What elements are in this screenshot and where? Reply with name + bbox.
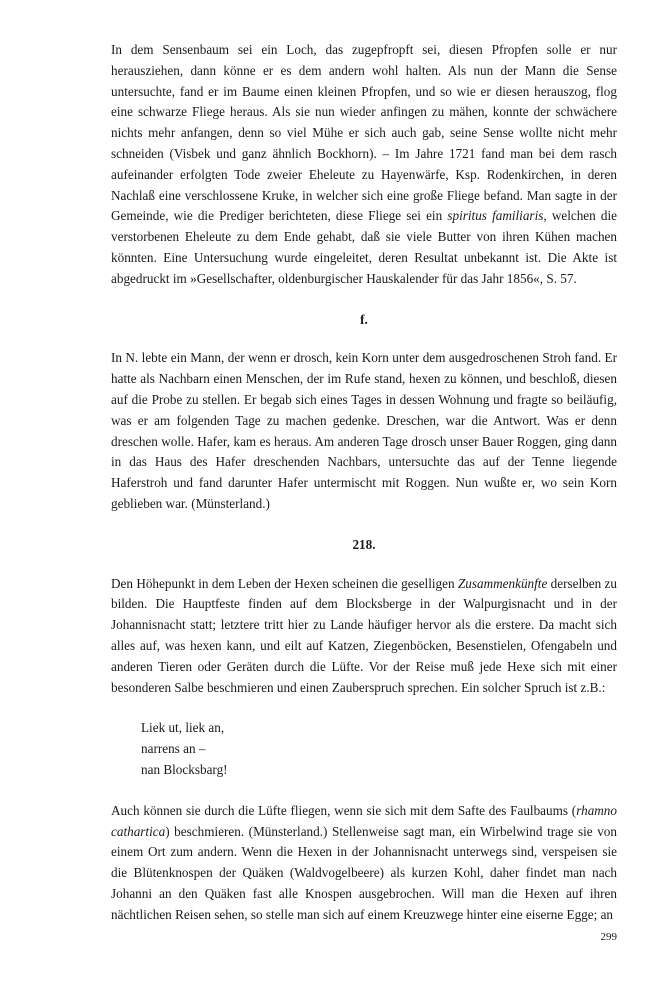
verse-line: Liek ut, liek an, (141, 720, 225, 736)
paragraph-sensenbaum (111, 40, 617, 290)
page-number: 299 (600, 931, 617, 943)
paragraph-faulbaum (111, 801, 617, 926)
verse-block (141, 718, 617, 780)
paragraph-zusammenkuenfte (111, 574, 617, 699)
italic-term-rhamno-cathartica: rhamno cathartica (111, 802, 617, 839)
paragraph-text: derselben zu bilden. Die Hauptfeste finden auf dem Blocksberge in der Walpurgisnacht und in der Johannisnacht statt; letztere tritt hier zu Lande häufiger hervor als die erstere. Da macht sich alles auf, was hexen kann, und eilt auf Katzen, Ziegenböcken, Besenstielen, Ofengabeln und anderen Tieren oder Geräten durch die Lüfte. Vor der Reise muß jede Hexe sich mit einer besonderen Salbe beschmieren und einen Zauberspruch sprechen. Ein solcher Spruch ist z.B.: (111, 575, 617, 695)
paragraph-text: Den Höhepunkt in dem Leben der Hexen scheinen die geselligen (111, 575, 458, 591)
paragraph-muensterland-korn: In N. lebte ein Mann, der wenn er drosch, kein Korn unter dem ausgedroschenen Stroh fand. Er hatte als Nachbarn einen Menschen, der im Rufe stand, hexen zu können, und beschloß, diesen auf die Probe zu stellen. Er begab sich eines Tages in dessen Wohnung und fragte so beiläufig, was er am folgenden Tage zu machen gedenke. Dreschen, war die Antwort. Was er denn dreschen wolle. Hafer, kam es heraus. Am anderen Tage drosch unser Bauer Roggen, ging dann in das Haus des Hafer dreschenden Nachbars, untersuchte das auf der Tenne liegende Haferstroh und fand darunter Hafer untermischt mit Roggen. Nun wußte er, wo sein Korn geblieben war. (Münsterland.) (111, 350, 617, 511)
section-heading-218: 218. (352, 536, 376, 552)
paragraph-text: ) beschmieren. (Münsterland.) Stellenweise sagt man, ein Wirbelwind trage sie von einem Ort zum andern. Wenn die Hexen in der Johannisnacht unterwegs sind, verspeisen sie die Blütenknospen der Quäken (Waldvogelbeere) als kurzen Kohl, daher findet man nach Johanni an den Quäken fast alle Knospen ausgebrochen. Will man die Hexen auf ihren nächtlichen Reisen sehen, so stelle man sich auf einem Kreuzwege hinter eine eiserne Egge; an (111, 823, 617, 922)
page-body (111, 40, 617, 925)
verse-line: nan Blocksbarg! (141, 761, 228, 777)
italic-term-zusammenkuenfte: Zusammenkünfte (457, 575, 548, 591)
verse-line: narrens an – (141, 741, 206, 757)
paragraph-text: In dem Sensenbaum sei ein Loch, das zugepfropft sei, diesen Pfropfen solle er nur herausziehen, dann könne er es dem andern wohl halten. Als nun der Mann die Sense untersuchte, fand er im Baume einen kleinen Pfropfen, und so wie er diesen herauszog, flog eine schwarze Fliege heraus. Als sie nun wieder anfingen zu mähen, konnte der schwächere nichts mehr anfangen, denn so viel Mühe er sich auch gab, seine Sense wollte nicht mehr schneiden (Visbek und ganz ähnlich Bockhorn). – Im Jahre 1721 fand man bei dem rasch aufeinander erfolgten Tode zweier Eheleute zu Hayenwärfe, Ksp. Rodenkirchen, in deren Nachlaß eine verschlossene Kruke, in welcher sich eine große Fliege befand. Man sagte in der Gemeinde, wie die Prediger berichteten, diese Fliege sei ein (111, 42, 617, 224)
italic-term-spiritus-familiaris: spiritus familiaris, (447, 208, 547, 224)
section-heading-f: f. (360, 311, 368, 327)
paragraph-text: Auch können sie durch die Lüfte fliegen, wenn sie sich mit dem Safte des Faulbaums ( (111, 802, 577, 818)
paragraph-text: welchen die verstorbenen Eheleute zu dem Ende gehabt, daß sie viele Butter von ihren Kühen machen könnten. Eine Untersuchung wurde eingeleitet, deren Resultat unbekannt ist. Die Akte ist abgedruckt im »Gesellschafter, oldenburgischer Hauskalender für das Jahr 1856«, S. 57. (111, 208, 618, 286)
